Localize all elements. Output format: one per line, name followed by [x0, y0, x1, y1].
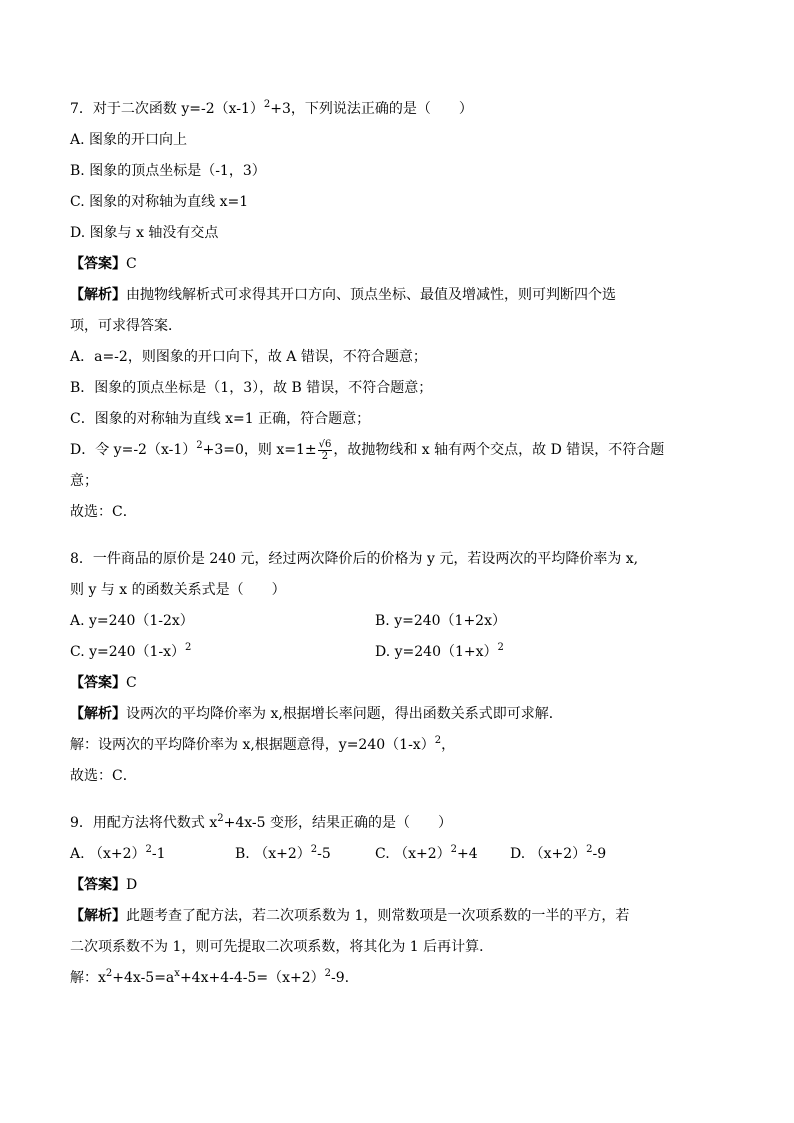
q8-option-d: D. $y=240(1+x)^2$ — [375, 642, 504, 660]
q8-option-b: B. y=240（1+2x） — [375, 613, 506, 629]
q7-explain-d: D．令 $y=-2(x-1)^2+3=0$，则 x=1± $\frac{√6}{2}$ ，故抛物线和 x 轴有两个交点，故 D 错误，不符合题 — [70, 438, 665, 462]
q7-option-c: C. 图象的对称轴为直线 x=1 — [70, 194, 249, 210]
document-page — [70, 94, 730, 994]
q7-explain-c: C．图象的对称轴为直线 x=1 正确，符合题意； — [70, 411, 371, 427]
q7-explain-b: B．图象的顶点坐标是（1，3），故 B 错误，不符合题意； — [70, 380, 433, 396]
q7-explain-a: A．a=-2，则图象的开口向下，故 A 错误，不符合题意； — [70, 349, 427, 365]
q8-solution: 解：设两次的平均降价率为 x,根据题意得，$y=240(1-x)^2$， — [70, 735, 456, 753]
q8-option-a: A. y=240（1-2x） — [70, 613, 194, 629]
q8-options-row-1 — [70, 606, 730, 637]
q7-choose: 故选：C． — [70, 504, 137, 520]
q9-answer: 【答案】D — [70, 877, 138, 893]
q9-option-b: B. $(x+2)^2-5$ — [235, 844, 331, 862]
sqrt6-over-2-fraction: $\frac{√6}{2}$ — [318, 438, 332, 462]
q9-analysis-1: 【解析】此题考查了配方法，若二次项系数为 1，则常数项是一次项系数的一半的平方，若 — [70, 908, 630, 924]
q8-option-c: C. $y=240(1-x)^2$ — [70, 642, 192, 660]
q8-stem-1: 8．一件商品的原价是 240 元，经过两次降价后的价格为 y 元，若设两次的平均降价率为 x, — [70, 551, 639, 567]
q7-stem: 7．对于二次函数 $y=-2(x-1)^2+3$，下列说法正确的是（ ） — [70, 99, 473, 117]
q7-analysis-1: 【解析】由抛物线解析式可求得其开口方向、顶点坐标、最值及增减性，则可判断四个选 — [70, 287, 616, 303]
q9-option-d: D. $(x+2)^2-9$ — [510, 844, 607, 862]
q7-option-d: D. 图象与 x 轴没有交点 — [70, 225, 219, 241]
q8-options-row-2 — [70, 637, 730, 668]
q8-choose: 故选：C． — [70, 768, 137, 784]
q8-analysis-1: 【解析】设两次的平均降价率为 x,根据增长率问题，得出函数关系式即可求解． — [70, 706, 563, 722]
q9-stem: 9．用配方法将代数式 $x^2+4x-5$ 变形，结果正确的是（ ） — [70, 813, 453, 831]
q7-answer: 【答案】C — [70, 256, 137, 272]
q7-option-a: A. 图象的开口向上 — [70, 132, 188, 148]
q9-analysis-2: 二次项系数不为 1，则可先提取二次项系数，将其化为 1 后再计算． — [70, 939, 494, 955]
q7-explain-d-cont: 意； — [70, 473, 98, 489]
q9-option-a: A. $(x+2)^2-1$ — [70, 844, 166, 862]
q8-stem-2: 则 y 与 x 的函数关系式是（ ） — [70, 582, 286, 598]
q7-analysis-2: 项，可求得答案． — [70, 318, 182, 334]
q8-answer: 【答案】C — [70, 675, 137, 691]
q9-options-row — [70, 839, 730, 870]
q9-option-c: C. $(x+2)^2+4$ — [375, 844, 478, 862]
q9-solution: 解：$x^2+4x-5=a^x+4x+4-4-5=(x+2)^2-9$. — [70, 968, 350, 986]
q7-option-b: B. 图象的顶点坐标是（-1，3） — [70, 163, 266, 179]
